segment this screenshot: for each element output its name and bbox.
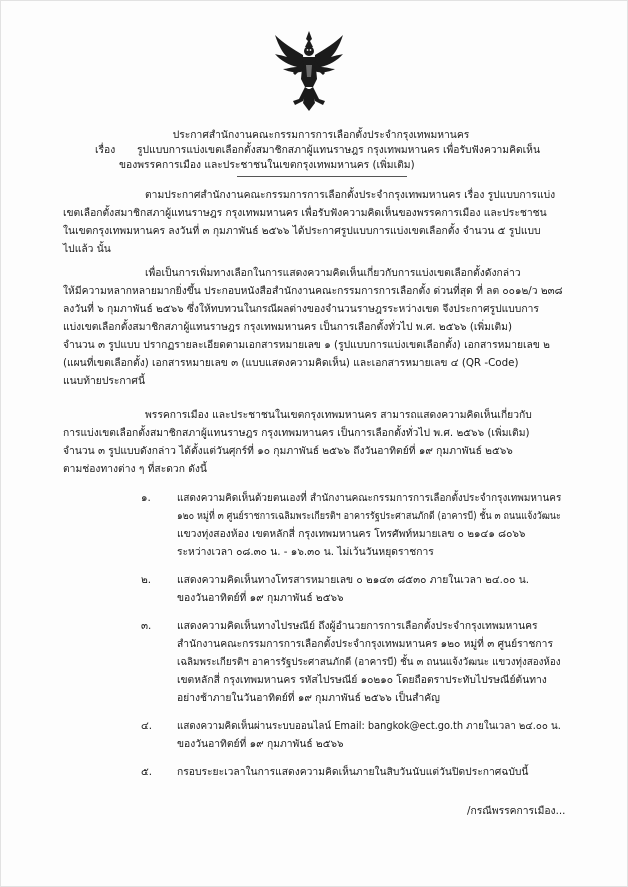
- item-number: ๒.: [141, 574, 152, 586]
- item-number: ๔.: [141, 720, 153, 732]
- title-divider: [237, 176, 407, 177]
- paragraph-line: เพื่อเป็นการเพิ่มทางเลือกในการแสดงความคิดเห็นเกี่ยวกับการแบ่งเขตเลือกตั้งดังกล่าว: [145, 267, 521, 279]
- paragraph-line: ลงวันที่ ๖ กุมภาพันธ์ ๒๕๖๖ ซึ่งให้ทบทวนในกรณีผลต่างของจำนวนราษฎรระหว่างเขต จึงประกาศรูปแบบการ: [63, 303, 539, 315]
- item-line: เขตหลักสี่ กรุงเทพมหานคร รหัสไปรษณีย์ ๑๐๒๑๐ โดยถือตราประทับไปรษณีย์ต้นทาง: [177, 674, 547, 686]
- item-line: ระหว่างเวลา ๐๘.๓๐ น. - ๑๖.๓๐ น. ไม่เว้นวันหยุดราชการ: [177, 546, 434, 558]
- paragraph-1: [63, 186, 569, 258]
- item-line: กรอบระยะเวลาในการแสดงความคิดเห็นภายในสิบวันนับแต่วันปิดประกาศฉบับนี้: [177, 766, 529, 778]
- item-line: แสดงความคิดเห็นทางโทรสารหมายเลข ๐ ๒๑๔๓ ๘๕๓๐ ภายในเวลา ๒๔.๐๐ น.: [177, 574, 530, 586]
- subject-line: รูปแบบการแบ่งเขตเลือกตั้งสมาชิกสภาผู้แทนราษฎร กรุงเทพมหานคร เพื่อรับฟังความคิดเห็น: [137, 144, 540, 156]
- channel-list: [141, 489, 561, 791]
- paragraph-line: เขตเลือกตั้งสมาชิกสภาผู้แทนราษฎร กรุงเทพมหานคร เพื่อรับฟังความคิดเห็นของพรรคการเมือง และประชาชน: [63, 207, 547, 219]
- announcement-title: [61, 128, 581, 173]
- item-line: แสดงความคิดเห็นผ่านระบบออนไลน์ Email: bangkok@ect.go.th ภายในเวลา ๒๔.๐๐ น.: [177, 720, 561, 732]
- list-item: [141, 489, 561, 561]
- list-item: [141, 763, 561, 781]
- item-line: ของวันอาทิตย์ที่ ๑๙ กุมภาพันธ์ ๒๕๖๖: [177, 592, 344, 604]
- paragraph-line: พรรคการเมือง และประชาชนในเขตกรุงเทพมหานคร สามารถแสดงความคิดเห็นเกี่ยวกับ: [145, 409, 532, 421]
- paragraph-line: ตามประกาศสำนักงานคณะกรรมการการเลือกตั้งประจำกรุงเทพมหานคร เรื่อง รูปแบบการแบ่ง: [145, 189, 556, 201]
- paragraph-line: ตามช่องทางต่าง ๆ ที่สะดวก ดังนี้: [63, 463, 207, 475]
- subject-line-continued: ของพรรคการเมือง และประชาชนในเขตกรุงเทพมหานคร (เพิ่มเติม): [119, 159, 415, 171]
- continuation-note: /กรณีพรรคการเมือง...: [467, 805, 566, 817]
- item-line: ๑๒๐ หมู่ที่ ๓ ศูนย์ราชการเฉลิมพระเกียรติฯ อาคารรัฐประศาสนภักดี (อาคารบี) ชั้น ๓ ถนนแจ้งวัฒนะ: [177, 510, 561, 522]
- list-item: [141, 617, 561, 707]
- item-line: แขวงทุ่งสองห้อง เขตหลักสี่ กรุงเทพมหานคร โทรศัพท์หมายเลข ๐ ๒๑๔๑ ๘๐๖๖: [177, 528, 526, 540]
- garuda-emblem: [273, 29, 345, 113]
- paragraph-line: ไปแล้ว นั้น: [63, 243, 111, 255]
- paragraph-line: (แผนที่เขตเลือกตั้ง) เอกสารหมายเลข ๓ (แบบแสดงความคิดเห็น) และเอกสารหมายเลข ๔ (QR -Code): [63, 357, 519, 369]
- paragraph-line: จำนวน ๓ รูปแบบ ปรากฏรายละเอียดตามเอกสารหมายเลข ๑ (รูปแบบการแบ่งเขตเลือกตั้ง) เอกสารหมายเลข ๒: [63, 339, 550, 351]
- item-line: เฉลิมพระเกียรติฯ อาคารรัฐประศาสนภักดี (อาคารบี) ชั้น ๓ ถนนแจ้งวัฒนะ แขวงทุ่งสองห้อง: [177, 656, 561, 668]
- paragraph-line: ในเขตกรุงเทพมหานคร ลงวันที่ ๓ กุมภาพันธ์ ๒๕๖๖ ได้ประกาศรูปแบบการแบ่งเขตเลือกตั้ง จำนวน ๕ รูปแบบ: [63, 225, 541, 237]
- list-item: [141, 717, 561, 753]
- paragraph-3: [63, 406, 569, 478]
- item-number: ๕.: [141, 766, 153, 778]
- item-number: ๑.: [141, 492, 151, 504]
- item-line: แสดงความคิดเห็นด้วยตนเองที่ สำนักงานคณะกรรมการการเลือกตั้งประจำกรุงเทพมหานคร: [177, 492, 562, 504]
- paragraph-line: จำนวน ๓ รูปแบบดังกล่าว ได้ตั้งแต่วันศุกร์ที่ ๑๐ กุมภาพันธ์ ๒๕๖๖ ถึงวันอาทิตย์ที่ ๑๙ กุมภาพันธ์ ๒๕๖๖: [63, 445, 513, 457]
- item-number: ๓.: [141, 620, 152, 632]
- item-line: ของวันอาทิตย์ที่ ๑๙ กุมภาพันธ์ ๒๕๖๖: [177, 738, 344, 750]
- paragraph-line: ให้มีความหลากหลายมากยิ่งขึ้น ประกอบหนังสือสำนักงานคณะกรรมการการเลือกตั้ง ด่วนที่สุด ที่ ลต ๐๐๑๒/ว ๒๓๘: [63, 285, 563, 297]
- item-line: สำนักงานคณะกรรมการการเลือกตั้งประจำกรุงเทพมหานคร ๑๒๐ หมู่ที่ ๓ ศูนย์ราชการ: [177, 638, 553, 650]
- list-item: [141, 571, 561, 607]
- title-line: ประกาศสำนักงานคณะกรรมการการเลือกตั้งประจำกรุงเทพมหานคร: [172, 129, 470, 141]
- paragraph-2: [63, 264, 569, 390]
- subject-label: เรื่อง: [95, 144, 116, 156]
- paragraph-line: แบ่งเขตเลือกตั้งสมาชิกสภาผู้แทนราษฎร กรุงเทพมหานคร เป็นการเลือกตั้งทั่วไป พ.ศ. ๒๕๖๖ (เพิ่มเติม): [63, 321, 512, 333]
- item-line: อย่างช้าภายในวันอาทิตย์ที่ ๑๙ กุมภาพันธ์ ๒๕๖๖ เป็นสำคัญ: [177, 692, 440, 704]
- paragraph-line: แนบท้ายประกาศนี้: [63, 375, 146, 387]
- paragraph-line: การแบ่งเขตเลือกตั้งสมาชิกสภาผู้แทนราษฎร กรุงเทพมหานคร เป็นการเลือกตั้งทั่วไป พ.ศ. ๒๕๖๖ (เพิ่มเติม): [63, 427, 530, 439]
- item-line: แสดงความคิดเห็นทางไปรษณีย์ ถึงผู้อำนวยการการเลือกตั้งประจำกรุงเทพมหานคร: [177, 620, 538, 632]
